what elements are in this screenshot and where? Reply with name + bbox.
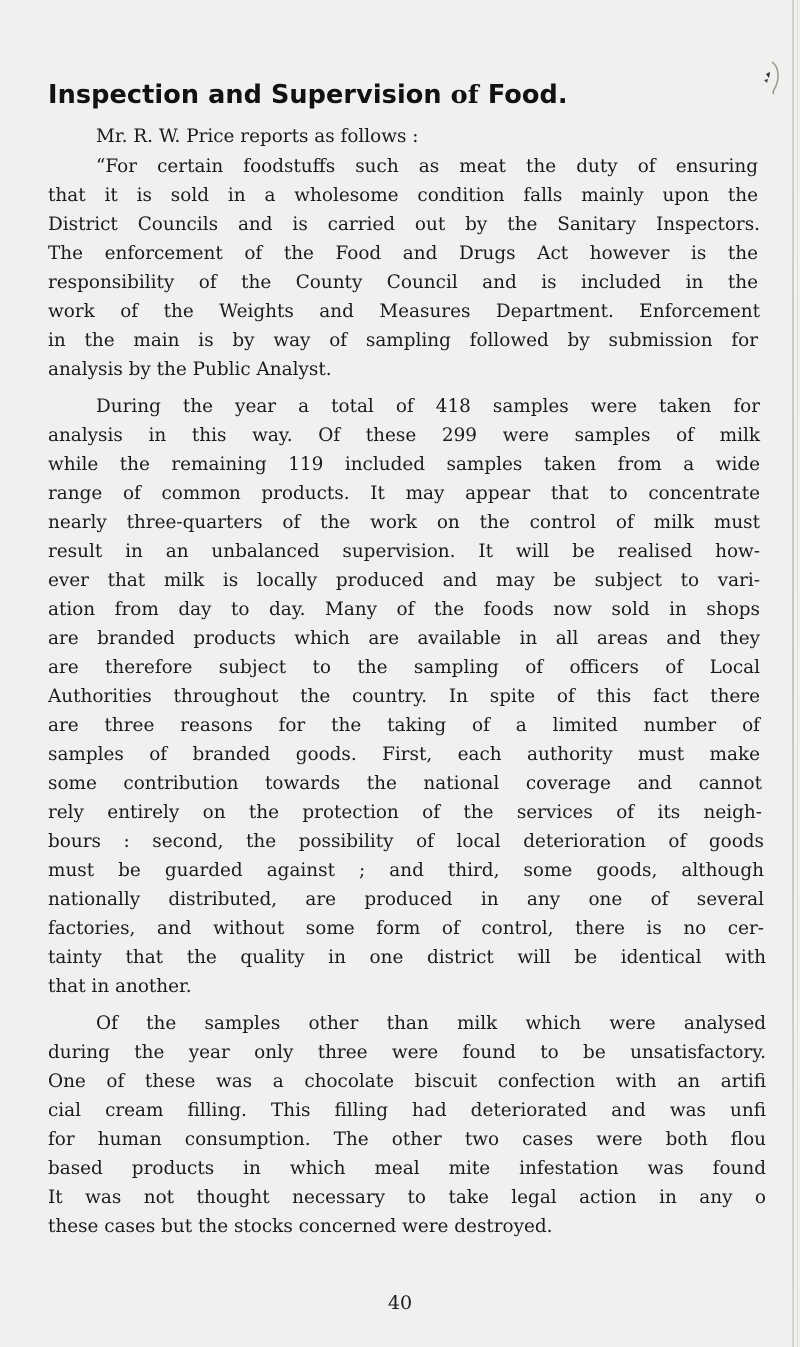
- text-line: are branded products which are available in all areas and they: [48, 628, 760, 649]
- text-line: in the main is by way of sampling followed by submission for: [48, 330, 758, 351]
- text-line: During the year a total of 418 samples were taken for: [96, 396, 760, 417]
- page-edge-line: [797, 0, 798, 1347]
- title-of: of: [450, 80, 479, 110]
- text-line: tainty that the quality in one district will be identical with: [48, 947, 766, 968]
- text-line: for human consumption. The other two cases were both flou: [48, 1129, 766, 1150]
- title-main: Inspection and Supervision: [48, 80, 442, 110]
- text-line: nearly three-quarters of the work on the control of milk must: [48, 512, 760, 533]
- text-line: cial cream filling. This filling had deteriorated and was unfi: [48, 1100, 766, 1121]
- text-line: range of common products. It may appear that to concentrate: [48, 483, 760, 504]
- text-line: One of these was a chocolate biscuit confection with an artifi: [48, 1071, 766, 1092]
- text-line: Mr. R. W. Price reports as follows :: [96, 126, 419, 147]
- text-line: “For certain foodstuffs such as meat the duty of ensuring: [96, 156, 758, 177]
- text-line: nationally distributed, are produced in any one of several: [48, 889, 764, 910]
- text-line: The enforcement of the Food and Drugs Act however is the: [48, 243, 758, 264]
- page-title: [48, 80, 768, 110]
- text-line: while the remaining 119 included samples taken from a wide: [48, 454, 760, 475]
- text-line: some contribution towards the national coverage and cannot: [48, 773, 762, 794]
- text-line: ever that milk is locally produced and may be subject to vari-: [48, 570, 760, 591]
- text-line: that it is sold in a wholesome condition falls mainly upon the: [48, 185, 758, 206]
- text-line: are three reasons for the taking of a limited number of: [48, 715, 760, 736]
- page-edge-shadow: [792, 0, 794, 1347]
- text-line: are therefore subject to the sampling of officers of Local: [48, 657, 760, 678]
- text-line: factories, and without some form of control, there is no cer-: [48, 918, 764, 939]
- title-food: Food.: [487, 80, 568, 110]
- page-number: 40: [387, 1292, 413, 1314]
- text-line: analysis in this way. Of these 299 were samples of milk: [48, 425, 760, 446]
- text-line: rely entirely on the protection of the services of its neigh-: [48, 802, 762, 823]
- text-line: work of the Weights and Measures Department. Enforcement: [48, 301, 760, 322]
- text-line: samples of branded goods. First, each authority must make: [48, 744, 760, 765]
- text-line: District Councils and is carried out by the Sanitary Inspectors.: [48, 214, 760, 235]
- text-line: must be guarded against ; and third, some goods, although: [48, 860, 764, 881]
- text-line: these cases but the stocks concerned were destroyed.: [48, 1216, 553, 1237]
- text-line: during the year only three were found to be unsatisfactory.: [48, 1042, 766, 1063]
- text-line: result in an unbalanced supervision. It will be realised how-: [48, 541, 760, 562]
- text-line: Of the samples other than milk which were analysed: [96, 1013, 766, 1034]
- text-line: Authorities throughout the country. In spite of this fact there: [48, 686, 760, 707]
- text-line: that in another.: [48, 976, 192, 997]
- text-line: analysis by the Public Analyst.: [48, 359, 332, 380]
- text-line: based products in which meal mite infestation was found: [48, 1158, 766, 1179]
- text-line: responsibility of the County Council and is included in the: [48, 272, 758, 293]
- text-line: It was not thought necessary to take legal action in any o: [48, 1187, 766, 1208]
- text-line: ation from day to day. Many of the foods now sold in shops: [48, 599, 760, 620]
- text-line: bours : second, the possibility of local deterioration of goods: [48, 831, 764, 852]
